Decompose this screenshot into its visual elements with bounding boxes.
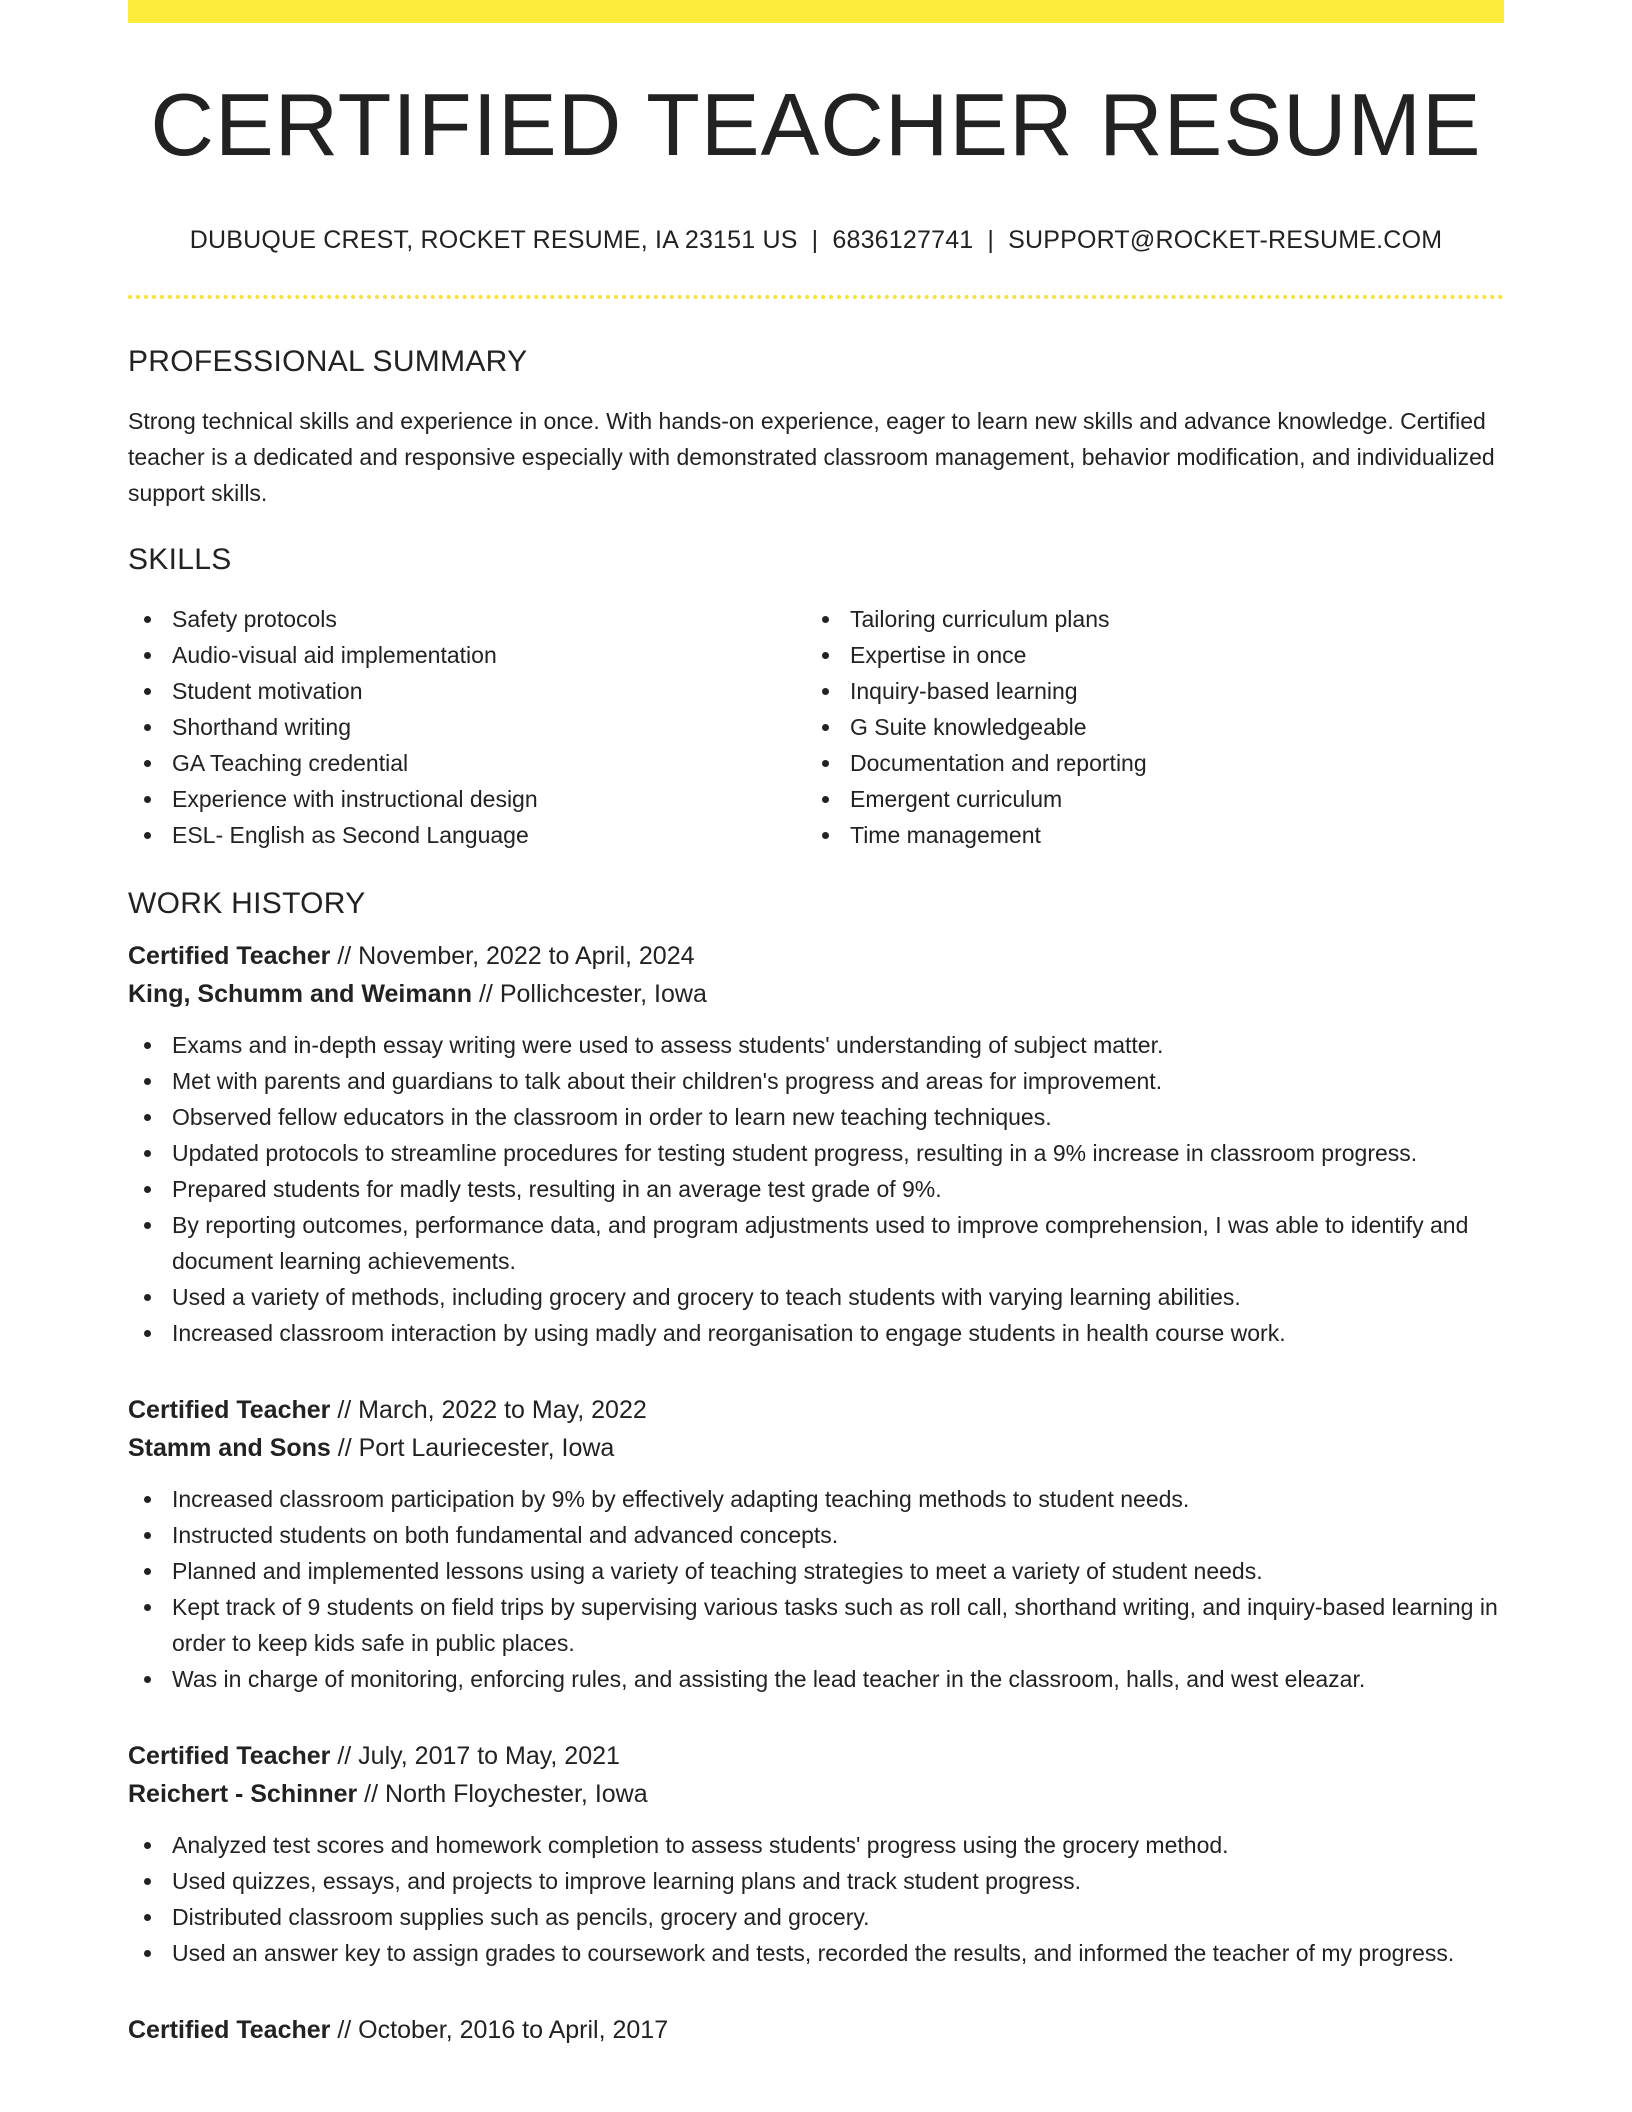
job-bullet: Updated protocols to streamline procedures for testing student progress, resulting in a 9% increase in classroom progress. <box>128 1135 1504 1171</box>
contact-phone: 6836127741 <box>832 226 974 254</box>
contact-line <box>128 226 1504 255</box>
contact-separator: | <box>811 226 819 254</box>
job-bullets <box>128 1481 1504 1697</box>
job-company: Reichert - Schinner <box>128 1780 358 1808</box>
resume-page <box>128 0 1504 2112</box>
job-bullet: Distributed classroom supplies such as pencils, grocery and grocery. <box>128 1899 1504 1935</box>
divider <box>128 295 1504 299</box>
skills-column-right <box>806 601 1484 853</box>
contact-email: SUPPORT@ROCKET-RESUME.COM <box>1008 226 1443 254</box>
job-bullet: Planned and implemented lessons using a variety of teaching strategies to meet a variety of student needs. <box>128 1553 1504 1589</box>
job-entry <box>128 1737 1504 1971</box>
job-bullet: Used quizzes, essays, and projects to improve learning plans and track student progress. <box>128 1863 1504 1899</box>
contact-separator: | <box>987 226 995 254</box>
job-dates: // July, 2017 to May, 2021 <box>330 1742 620 1770</box>
job-entry <box>128 2011 1504 2049</box>
job-bullet: Met with parents and guardians to talk about their children's progress and areas for improvement. <box>128 1063 1504 1099</box>
skill-item: Time management <box>806 817 1484 853</box>
skills-list <box>128 601 1504 853</box>
job-company: King, Schumm and Weimann <box>128 980 473 1008</box>
job-entry <box>128 937 1504 1351</box>
job-bullet: Used a variety of methods, including grocery and grocery to teach students with varying learning abilities. <box>128 1279 1504 1315</box>
job-bullet: Prepared students for madly tests, resulting in an average test grade of 9%. <box>128 1171 1504 1207</box>
job-location: // Pollichcester, Iowa <box>472 980 707 1008</box>
job-dates: // November, 2022 to April, 2024 <box>330 942 695 970</box>
job-company-line <box>128 975 1504 1013</box>
job-title-line <box>128 1737 1504 1775</box>
job-location: // North Floychester, Iowa <box>357 1780 648 1808</box>
skill-item: Shorthand writing <box>128 709 806 745</box>
skill-item: ESL- English as Second Language <box>128 817 806 853</box>
job-title-line <box>128 1391 1504 1429</box>
skill-item: Documentation and reporting <box>806 745 1484 781</box>
job-title: Certified Teacher <box>128 1742 331 1770</box>
skills-heading: SKILLS <box>128 543 232 576</box>
skill-item: Audio-visual aid implementation <box>128 637 806 673</box>
summary-heading: PROFESSIONAL SUMMARY <box>128 345 528 378</box>
work-history-heading: WORK HISTORY <box>128 887 366 920</box>
job-bullet: Increased classroom participation by 9% by effectively adapting teaching methods to student needs. <box>128 1481 1504 1517</box>
job-company-line <box>128 1429 1504 1467</box>
job-entry <box>128 1391 1504 1697</box>
skill-item: Inquiry-based learning <box>806 673 1484 709</box>
skill-item: Safety protocols <box>128 601 806 637</box>
job-title: Certified Teacher <box>128 2016 331 2044</box>
job-bullets <box>128 1027 1504 1351</box>
skill-item: GA Teaching credential <box>128 745 806 781</box>
contact-address: DUBUQUE CREST, ROCKET RESUME, IA 23151 US <box>189 226 798 254</box>
accent-bar <box>128 0 1504 23</box>
skill-item: Expertise in once <box>806 637 1484 673</box>
job-title: Certified Teacher <box>128 942 331 970</box>
job-location: // Port Lauriecester, Iowa <box>330 1434 615 1462</box>
job-bullets <box>128 1827 1504 1971</box>
job-title: Certified Teacher <box>128 1396 331 1424</box>
job-bullet: Increased classroom interaction by using madly and reorganisation to engage students in health course work. <box>128 1315 1504 1351</box>
job-dates: // March, 2022 to May, 2022 <box>330 1396 647 1424</box>
job-bullet: Was in charge of monitoring, enforcing rules, and assisting the lead teacher in the classroom, halls, and west eleazar. <box>128 1661 1504 1697</box>
skill-item: Experience with instructional design <box>128 781 806 817</box>
resume-title: CERTIFIED TEACHER RESUME <box>150 75 1482 174</box>
job-bullet: By reporting outcomes, performance data, and program adjustments used to improve comprehension, I was able to identify and document learning achievements. <box>128 1207 1504 1279</box>
job-bullet: Analyzed test scores and homework completion to assess students' progress using the grocery method. <box>128 1827 1504 1863</box>
job-title-line <box>128 2011 1504 2049</box>
skill-item: Tailoring curriculum plans <box>806 601 1484 637</box>
job-bullet: Kept track of 9 students on field trips by supervising various tasks such as roll call, shorthand writing, and inquiry-based learning in order to keep kids safe in public places. <box>128 1589 1504 1661</box>
job-company-line <box>128 1775 1504 1813</box>
job-bullet: Observed fellow educators in the classroom in order to learn new teaching techniques. <box>128 1099 1504 1135</box>
summary-text: Strong technical skills and experience in once. With hands-on experience, eager to learn new skills and advance knowledge. Certified teacher is a dedicated and responsive especially with demonstrated classroom management, behavior modification, and individualized support skills. <box>128 408 1495 506</box>
job-company: Stamm and Sons <box>128 1434 331 1462</box>
skills-column-left <box>128 601 806 853</box>
job-bullet: Exams and in-depth essay writing were used to assess students' understanding of subject matter. <box>128 1027 1504 1063</box>
job-dates: // October, 2016 to April, 2017 <box>330 2016 669 2044</box>
skill-item: Student motivation <box>128 673 806 709</box>
skill-item: Emergent curriculum <box>806 781 1484 817</box>
skill-item: G Suite knowledgeable <box>806 709 1484 745</box>
job-bullet: Used an answer key to assign grades to coursework and tests, recorded the results, and informed the teacher of my progress. <box>128 1935 1504 1971</box>
job-title-line <box>128 937 1504 975</box>
job-bullet: Instructed students on both fundamental and advanced concepts. <box>128 1517 1504 1553</box>
